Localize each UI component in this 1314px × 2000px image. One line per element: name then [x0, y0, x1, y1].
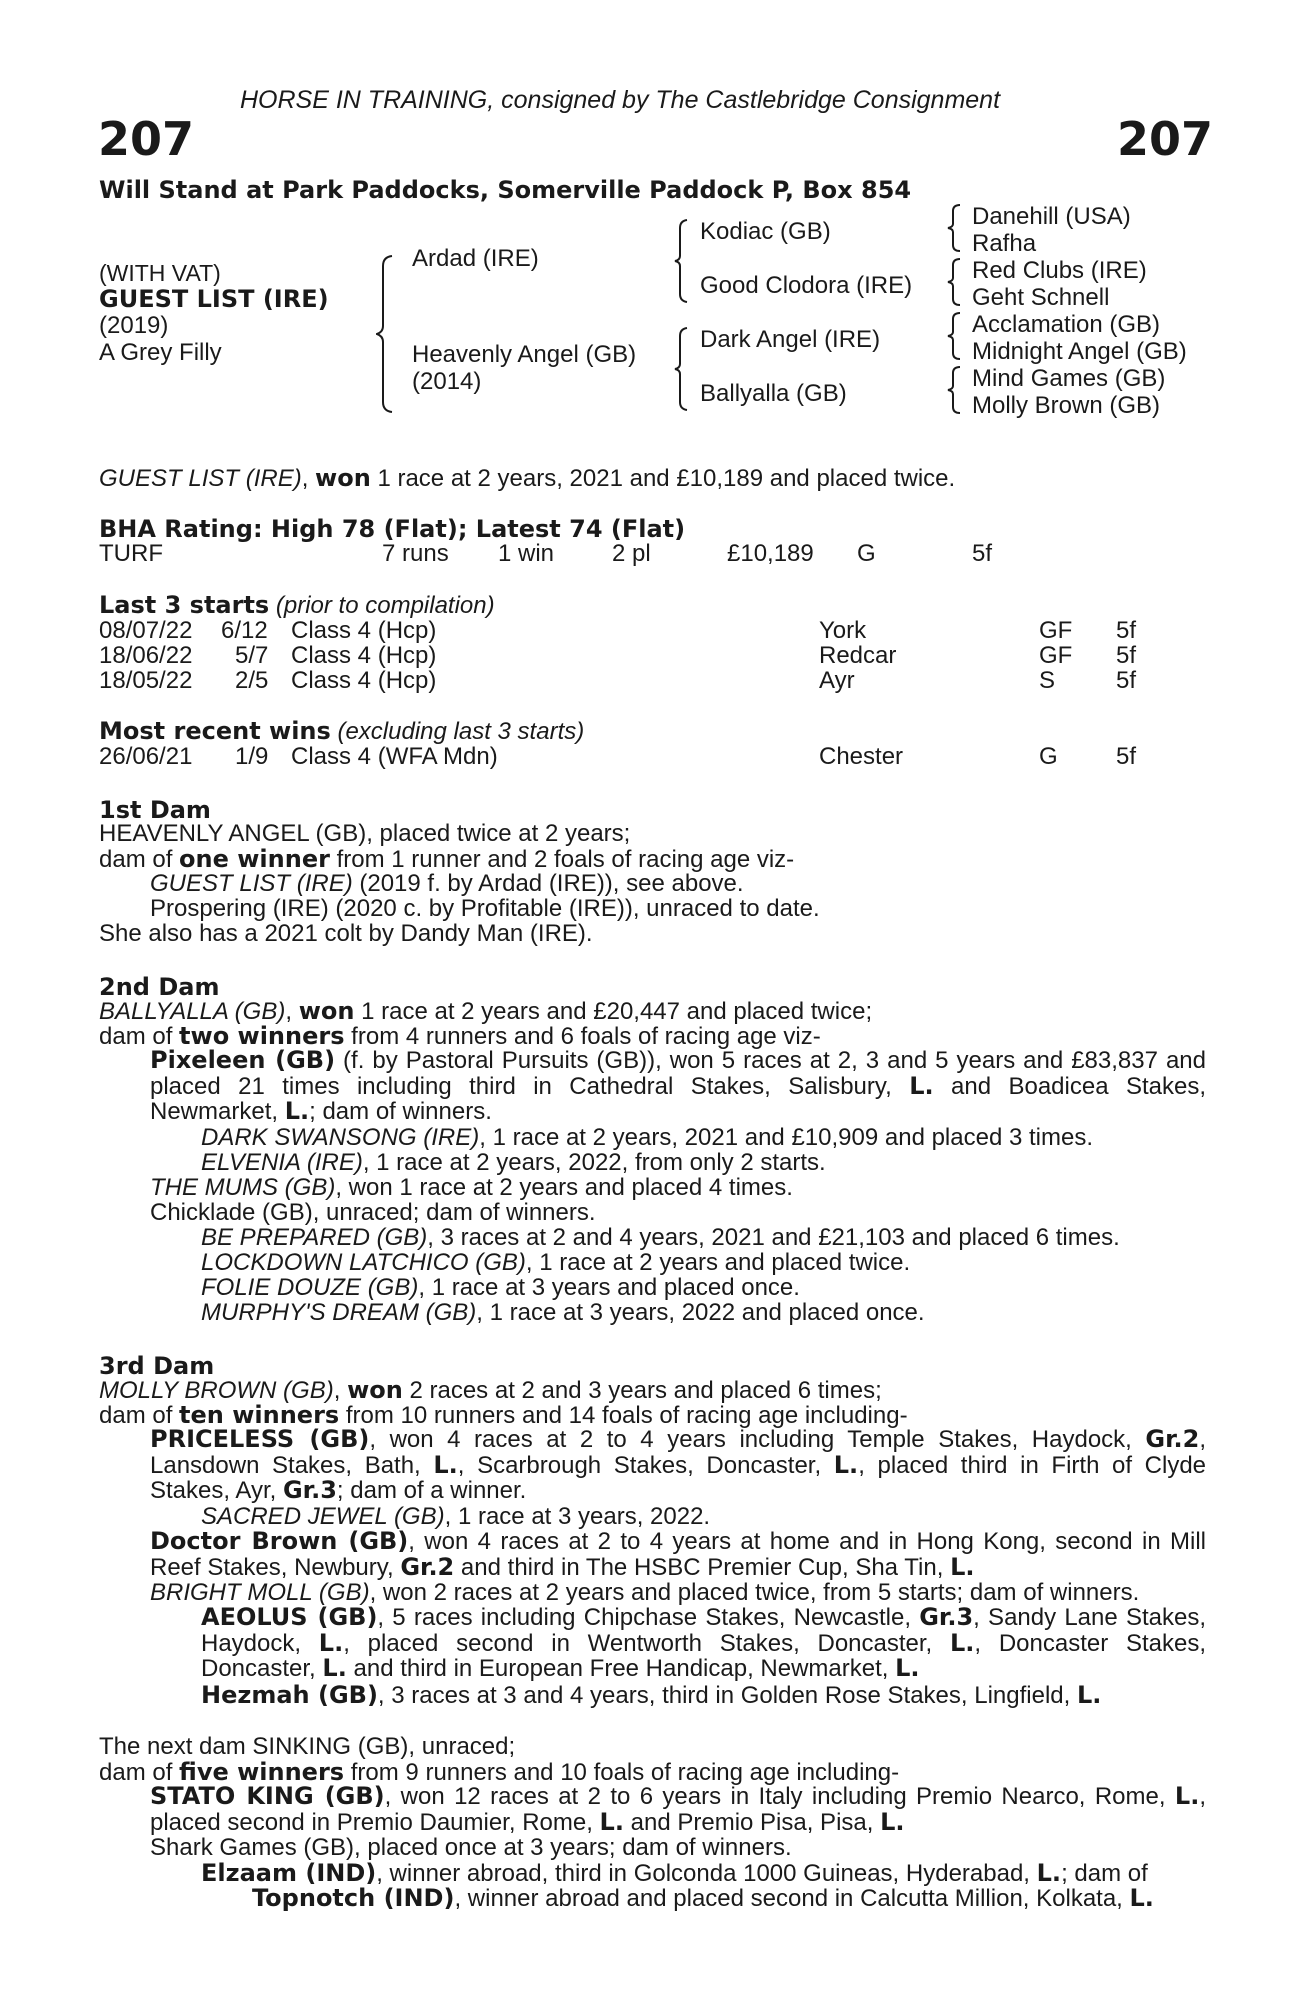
first-dam-line: HEAVENLY ANGEL (GB), placed twice at 2 years;	[99, 820, 631, 847]
horse-description: A Grey Filly	[99, 339, 222, 366]
second-dam-descendant: BE PREPARED (GB), 3 races at 2 and 4 years, 2021 and £21,103 and placed 6 times.	[201, 1224, 1120, 1251]
summary-won: won	[315, 464, 371, 492]
third-dam-winner-entry: AEOLUS (GB), 5 races including Chipchase Stakes, Newcastle, Gr.3, Sandy Lane Stakes, Haydock, L., placed second in Wentworth Stakes, Doncaster, L., Doncaster Stakes, Doncaster, L. and third in European Free Handicap, Newmarket, L.	[201, 1603, 1206, 1682]
second-dam-runner: Chicklade (GB), unraced; dam of winners.	[150, 1199, 596, 1226]
horse-foaling-year: (2019)	[99, 312, 169, 339]
last-starts-heading: Last 3 starts (prior to compilation)	[99, 591, 495, 619]
pedigree-g4-8: Molly Brown (GB)	[972, 392, 1161, 419]
pedigree-g4-6: Midnight Angel (GB)	[972, 338, 1187, 365]
pedigree-g4-2: Rafha	[972, 230, 1037, 257]
rating-distance: 5f	[972, 540, 993, 567]
vat-status: (WITH VAT)	[99, 260, 221, 286]
stable-location: Will Stand at Park Paddocks, Somerville Paddock P, Box 854	[99, 176, 912, 204]
rating-going: G	[857, 540, 876, 567]
pedigree-dam-sire: Dark Angel (IRE)	[700, 326, 881, 353]
next-dam-produce: dam of five winners from 9 runners and 10 foals of racing age including-	[99, 1758, 900, 1786]
second-dam-descendant: FOLIE DOUZE (GB), 1 race at 3 years and placed once.	[201, 1274, 800, 1301]
horse-name: GUEST LIST (IRE)	[99, 285, 329, 313]
second-dam-winner-entry: Pixeleen (GB) (f. by Pastoral Pursuits (GB)), won 5 races at 2, 3 and 5 years and £83,837 and placed 21 times including third in Cathedral Stakes, Salisbury, L. and Boadicea Stakes, Newmarket, L.; dam of winners.	[150, 1046, 1207, 1125]
third-dam-runner: BRIGHT MOLL (GB), won 2 races at 2 years and placed twice, from 5 starts; dam of winners.	[150, 1579, 1140, 1606]
pedigree-sire-dam: Good Clodora (IRE)	[700, 272, 913, 299]
second-dam-line: BALLYALLA (GB), won 1 race at 2 years and £20,447 and placed twice;	[99, 997, 873, 1025]
pedigree-sire-sire: Kodiac (GB)	[700, 218, 831, 245]
pedigree-brace-dam	[673, 326, 689, 412]
pedigree-g4-3: Red Clubs (IRE)	[972, 257, 1147, 284]
next-dam-descendant: Topnotch (IND), winner abroad and placed second in Calcutta Million, Kolkata, L.	[252, 1884, 1154, 1912]
lot-number-right: 207	[1117, 112, 1214, 166]
first-dam-foal: GUEST LIST (IRE) (2019 f. by Ardad (IRE)), see above.	[150, 870, 744, 897]
pedigree-brace-g4-3	[946, 311, 962, 361]
pedigree-brace-g4-1	[946, 203, 962, 253]
summary-record: 1 race at 2 years, 2021 and £10,189 and placed twice.	[370, 465, 956, 492]
third-dam-produce: dam of ten winners from 10 runners and 14 foals of racing age including-	[99, 1401, 908, 1429]
pedigree-g4-4: Geht Schnell	[972, 284, 1110, 311]
third-dam-line: MOLLY BROWN (GB), won 2 races at 2 and 3 years and placed 6 times;	[99, 1376, 882, 1404]
recent-wins-heading: Most recent wins (excluding last 3 starts)	[99, 717, 585, 745]
summary-horse-name: GUEST LIST (IRE)	[99, 465, 302, 492]
rating-earnings: £10,189	[727, 540, 814, 567]
pedigree-g4-5: Acclamation (GB)	[972, 311, 1161, 338]
first-dam-heading: 1st Dam	[99, 796, 211, 824]
third-dam-descendant: Hezmah (GB), 3 races at 3 and 4 years, third in Golden Rose Stakes, Lingfield, L.	[201, 1681, 1102, 1709]
pedigree-dam: Heavenly Angel (GB)	[412, 341, 637, 368]
second-dam-descendant: LOCKDOWN LATCHICO (GB), 1 race at 2 years and placed twice.	[201, 1249, 911, 1276]
pedigree-brace-g4-2	[946, 257, 962, 307]
pedigree-brace-main	[376, 254, 394, 414]
second-dam-heading: 2nd Dam	[99, 973, 220, 1001]
next-dam-descendant: Elzaam (IND), winner abroad, third in Golconda 1000 Guineas, Hyderabad, L.; dam of	[201, 1859, 1148, 1887]
pedigree-brace-g4-4	[946, 365, 962, 415]
second-dam-descendant: ELVENIA (IRE), 1 race at 2 years, 2022, from only 2 starts.	[201, 1149, 826, 1176]
first-dam-note: She also has a 2021 colt by Dandy Man (IRE).	[99, 920, 593, 947]
pedigree-g4-7: Mind Games (GB)	[972, 365, 1166, 392]
pedigree-dam-dam: Ballyalla (GB)	[700, 380, 847, 407]
pedigree-dam-year: (2014)	[412, 368, 482, 395]
rating-wins: 1 win	[498, 540, 555, 567]
third-dam-descendant: SACRED JEWEL (GB), 1 race at 3 years, 2022.	[201, 1503, 711, 1530]
second-dam-produce: dam of two winners from 4 runners and 6 foals of racing age viz-	[99, 1022, 821, 1050]
bha-rating-heading: BHA Rating: High 78 (Flat); Latest 74 (Flat)	[99, 515, 686, 543]
next-dam-line: The next dam SINKING (GB), unraced;	[99, 1733, 516, 1760]
second-dam-runner: THE MUMS (GB), won 1 race at 2 years and placed 4 times.	[150, 1174, 793, 1201]
next-dam-runner: Shark Games (GB), placed once at 3 years; dam of winners.	[150, 1834, 792, 1861]
rating-runs: 7 runs	[382, 540, 449, 567]
third-dam-winner-entry: PRICELESS (GB), won 4 races at 2 to 4 years including Temple Stakes, Haydock, Gr.2, Lansdown Stakes, Bath, L., Scarbrough Stakes, Doncaster, L., placed third in Firth of Clyde Stakes, Ayr, Gr.3; dam of a winner.	[150, 1425, 1207, 1504]
first-dam-produce: dam of one winner from 1 runner and 2 foals of racing age viz-	[99, 845, 795, 873]
third-dam-winner-entry: Doctor Brown (GB), won 4 races at 2 to 4 years at home and in Hong Kong, second in Mill Reef Stakes, Newbury, Gr.2 and third in The HSBC Premier Cup, Sha Tin, L.	[150, 1527, 1206, 1581]
lot-number-left: 207	[98, 112, 195, 166]
race-summary: GUEST LIST (IRE), won 1 race at 2 years, 2021 and £10,189 and placed twice.	[99, 464, 956, 492]
first-dam-foal: Prospering (IRE) (2020 c. by Profitable (IRE)), unraced to date.	[150, 895, 820, 922]
second-dam-descendant: MURPHY'S DREAM (GB), 1 race at 3 years, 2022 and placed once.	[201, 1299, 925, 1326]
next-dam-winner-entry: STATO KING (GB), won 12 races at 2 to 6 years in Italy including Premio Nearco, Rome, L., placed second in Premio Daumier, Rome, L. and Premio Pisa, Pisa, L.	[150, 1782, 1206, 1836]
rating-surface: TURF	[99, 540, 163, 567]
pedigree-g4-1: Danehill (USA)	[972, 203, 1131, 230]
second-dam-descendant: DARK SWANSONG (IRE), 1 race at 2 years, 2021 and £10,909 and placed 3 times.	[201, 1124, 1093, 1151]
pedigree-sire: Ardad (IRE)	[412, 245, 539, 272]
rating-placed: 2 pl	[612, 540, 651, 567]
pedigree-brace-sire	[673, 218, 689, 304]
third-dam-heading: 3rd Dam	[99, 1352, 215, 1380]
catalogue-header-title: HORSE IN TRAINING, consigned by The Castlebridge Consignment	[240, 86, 1001, 114]
